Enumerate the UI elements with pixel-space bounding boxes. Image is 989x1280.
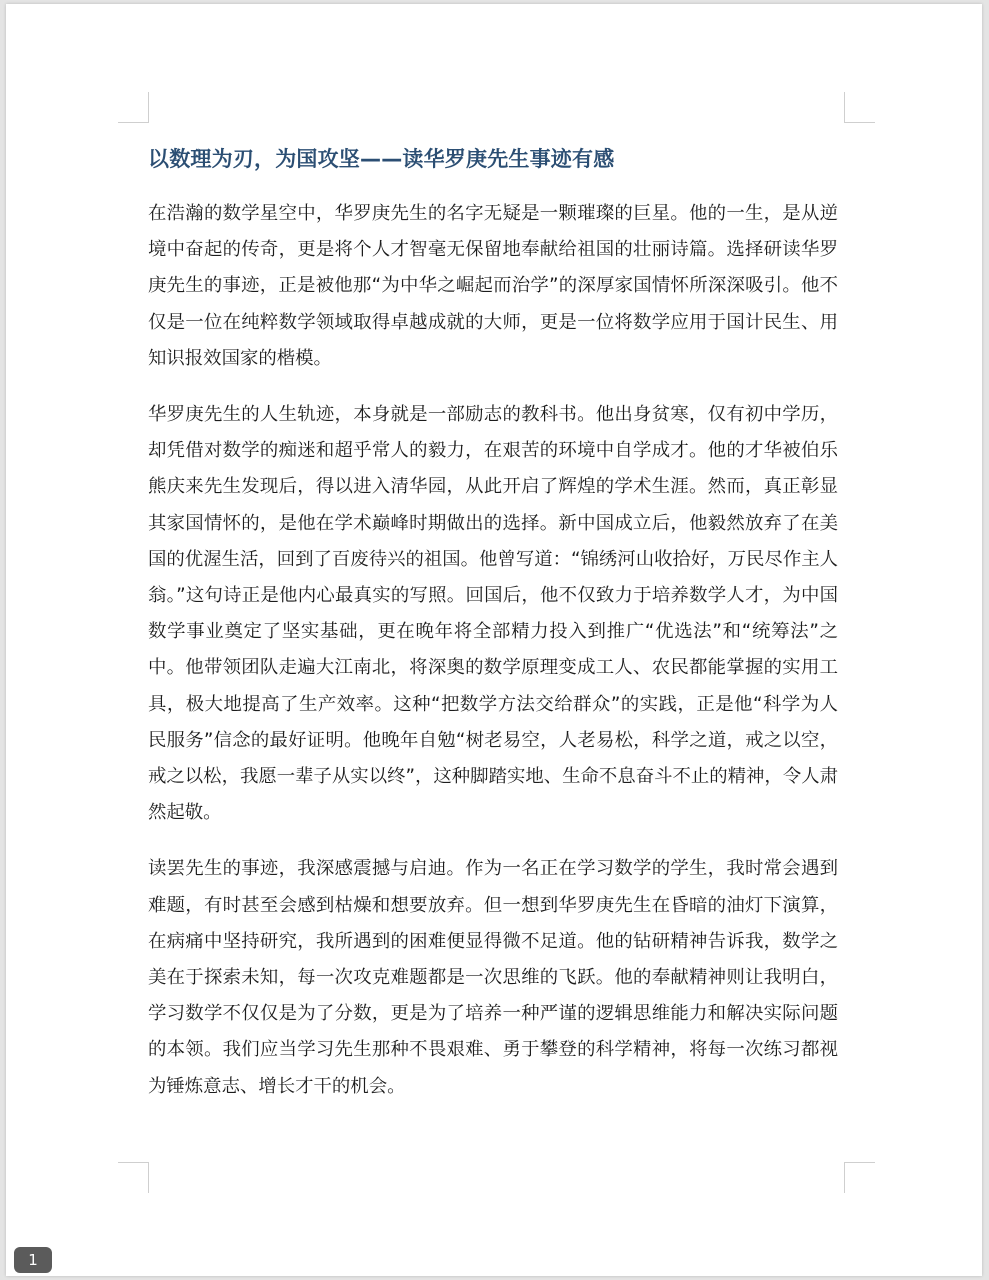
document-body bbox=[148, 142, 838, 1125]
paragraph-3: 读罢先生的事迹，我深感震撼与启迪。作为一名正在学习数学的学生，我时常会遇到难题，有时甚至会感到枯燥和想要放弃。但一想到华罗庚先生在昏暗的油灯下演算，在病痛中坚持研究，我所遇到的困难便显得微不足道。他的钻研精神告诉我，数学之美在于探索未知，每一次攻克难题都是一次思维的飞跃。他的奉献精神则让我明白，学习数学不仅仅是为了分数，更是为了培养一种严谨的逻辑思维能力和解决实际问题的本领。我们应当学习先生那种不畏艰难、勇于攀登的科学精神，将每一次练习都视为锤炼意志、增长才干的机会。 bbox=[148, 858, 838, 1097]
crop-mark-bottom-right bbox=[844, 1162, 875, 1193]
paragraph-2: 华罗庚先生的人生轨迹，本身就是一部励志的教科书。他出身贫寒，仅有初中学历，却凭借对数学的痴迷和超乎常人的毅力，在艰苦的环境中自学成才。他的才华被伯乐熊庆来先生发现后，得以进入清华园，从此开启了辉煌的学术生涯。然而，真正彰显其家国情怀的，是他在学术巅峰时期做出的选择。新中国成立后，他毅然放弃了在美国的优渥生活，回到了百废待兴的祖国。他曾写道：“锦绣河山收拾好，万民尽作主人翁。”这句诗正是他内心最真实的写照。回国后，他不仅致力于培养数学人才，为中国数学事业奠定了坚实基础，更在晚年将全部精力投入到推广“优选法”和“统筹法”之中。他带领团队走遍大江南北，将深奥的数学原理变成工人、农民都能掌握的实用工具，极大地提高了生产效率。这种“把数学方法交给群众”的实践，正是他“科学为人民服务”信念的最好证明。他晚年自勉“树老易空，人老易松，科学之道，戒之以空，戒之以松，我愿一辈子从实以终”，这种脚踏实地、生命不息奋斗不止的精神，令人肃然起敬。 bbox=[148, 404, 838, 824]
crop-mark-bottom-left bbox=[118, 1162, 149, 1193]
crop-mark-top-left bbox=[118, 92, 149, 123]
document-page bbox=[6, 4, 982, 1276]
paragraph-1: 在浩瀚的数学星空中，华罗庚先生的名字无疑是一颗璀璨的巨星。他的一生，是从逆境中奋起的传奇，更是将个人才智毫无保留地奉献给祖国的壮丽诗篇。选择研读华罗庚先生的事迹，正是被他那“为中华之崛起而治学”的深厚家国情怀所深深吸引。他不仅是一位在纯粹数学领域取得卓越成就的大师，更是一位将数学应用于国计民生、用知识报效国家的楷模。 bbox=[148, 203, 838, 369]
page-number-badge[interactable]: 1 bbox=[14, 1247, 52, 1273]
document-title: 以数理为刃，为国攻坚——读华罗庚先生事迹有感 bbox=[148, 147, 615, 171]
crop-mark-top-right bbox=[844, 92, 875, 123]
